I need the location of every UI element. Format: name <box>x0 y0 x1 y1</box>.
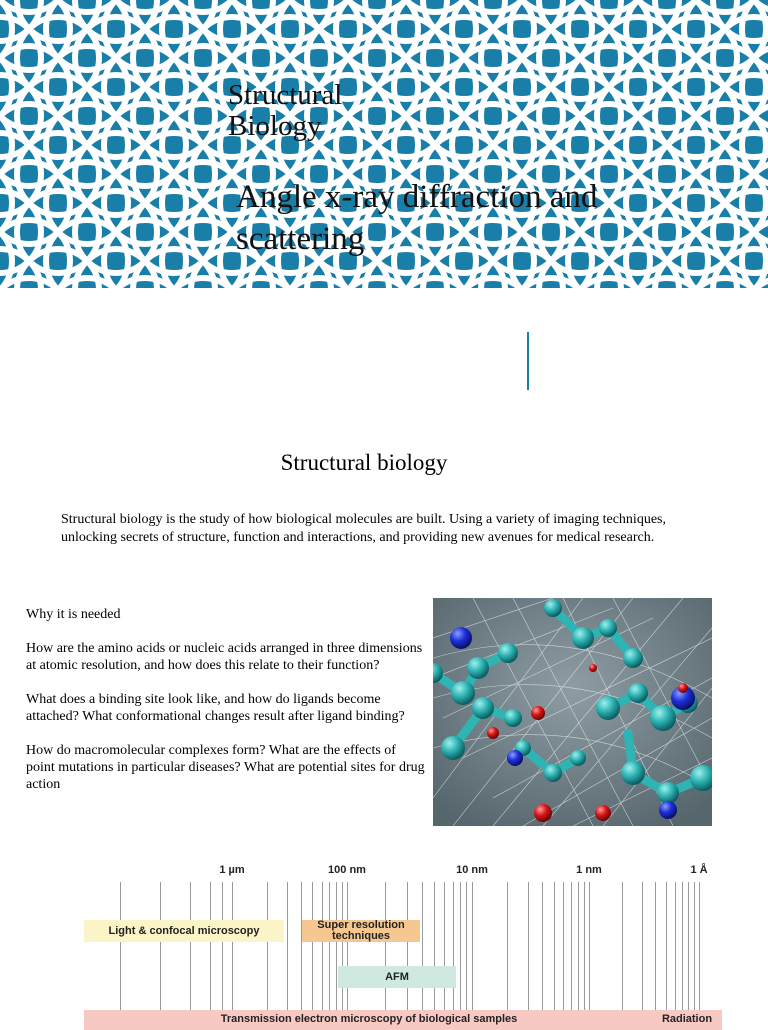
gridline <box>210 882 211 1024</box>
gridline <box>542 882 543 1024</box>
gridline <box>453 882 454 1024</box>
gridline <box>563 882 564 1024</box>
gridline <box>444 882 445 1024</box>
gridline <box>688 882 689 1024</box>
why-needed-title: Why it is needed <box>26 607 121 622</box>
band-afm: AFM <box>338 966 456 988</box>
gridline <box>675 882 676 1024</box>
gridline <box>578 882 579 1024</box>
gridline <box>554 882 555 1024</box>
gridline <box>342 882 343 1024</box>
gridline <box>507 882 508 1024</box>
gridline <box>642 882 643 1024</box>
gridline <box>460 882 461 1024</box>
slide-title: Structural Biology <box>228 79 343 142</box>
question-item: How are the amino acids or nucleic acids arranged in three dimensions at atomic resolution, and how does this relate to their function? <box>26 641 423 673</box>
gridline <box>528 882 529 1024</box>
gridline <box>589 882 590 1024</box>
band-radiation: Radiation <box>652 1010 722 1030</box>
tick-label-1nm: 1 nm <box>576 864 602 876</box>
gridline <box>694 882 695 1024</box>
molecular-structure-image <box>433 598 712 826</box>
band-super-resolution-line2: techniques <box>331 930 391 942</box>
why-needed-list <box>26 606 426 810</box>
tick-label-1um: 1 µm <box>219 864 245 876</box>
gridline <box>407 882 408 1024</box>
gridline <box>622 882 623 1024</box>
gridline <box>336 882 337 1024</box>
slide-subtitle: Angle x-ray diffraction and scattering <box>236 179 598 257</box>
gridline <box>322 882 323 1024</box>
gridline <box>222 882 223 1024</box>
gridline <box>466 882 467 1024</box>
gridline <box>655 882 656 1024</box>
gridline <box>666 882 667 1024</box>
question-item: What does a binding site look like, and how do ligands become attached? What conformational changes result after ligand binding? <box>26 692 405 724</box>
gridline <box>329 882 330 1024</box>
gridline <box>287 882 288 1024</box>
gridline <box>267 882 268 1024</box>
gridline <box>422 882 423 1024</box>
band-super-resolution-line1: Super resolution <box>317 919 405 931</box>
question-item: How do macromolecular complexes form? What are the effects of point mutations in particular diseases? What are potential sites for drug action <box>26 743 425 792</box>
band-light-microscopy: Light & confocal microscopy <box>84 920 284 942</box>
gridline <box>160 882 161 1024</box>
tick-label-10nm: 10 nm <box>456 864 488 876</box>
gridline <box>232 882 233 1024</box>
band-tem: Transmission electron microscopy of biological samples <box>84 1010 654 1030</box>
gridline <box>385 882 386 1024</box>
gridline <box>472 882 473 1024</box>
gridline <box>699 882 700 1024</box>
gridline <box>571 882 572 1024</box>
gridline <box>120 882 121 1024</box>
gridline <box>434 882 435 1024</box>
accent-divider <box>527 332 529 390</box>
gridline <box>347 882 348 1024</box>
gridline <box>584 882 585 1024</box>
gridline <box>682 882 683 1024</box>
tick-label-100nm: 100 nm <box>328 864 366 876</box>
title-banner <box>0 0 768 288</box>
intro-paragraph: Structural biology is the study of how biological molecules are built. Using a variety of imaging techniques, unlocking secrets of structure, function and interactions, and providing new avenues for medical research. <box>61 512 666 545</box>
band-super-resolution <box>302 920 420 942</box>
resolution-scale-chart <box>0 850 768 1024</box>
gridline <box>301 882 302 1024</box>
section-heading: Structural biology <box>280 450 448 475</box>
gridline <box>190 882 191 1024</box>
tick-label-1angstrom: 1 Å <box>690 864 708 876</box>
gridline <box>312 882 313 1024</box>
